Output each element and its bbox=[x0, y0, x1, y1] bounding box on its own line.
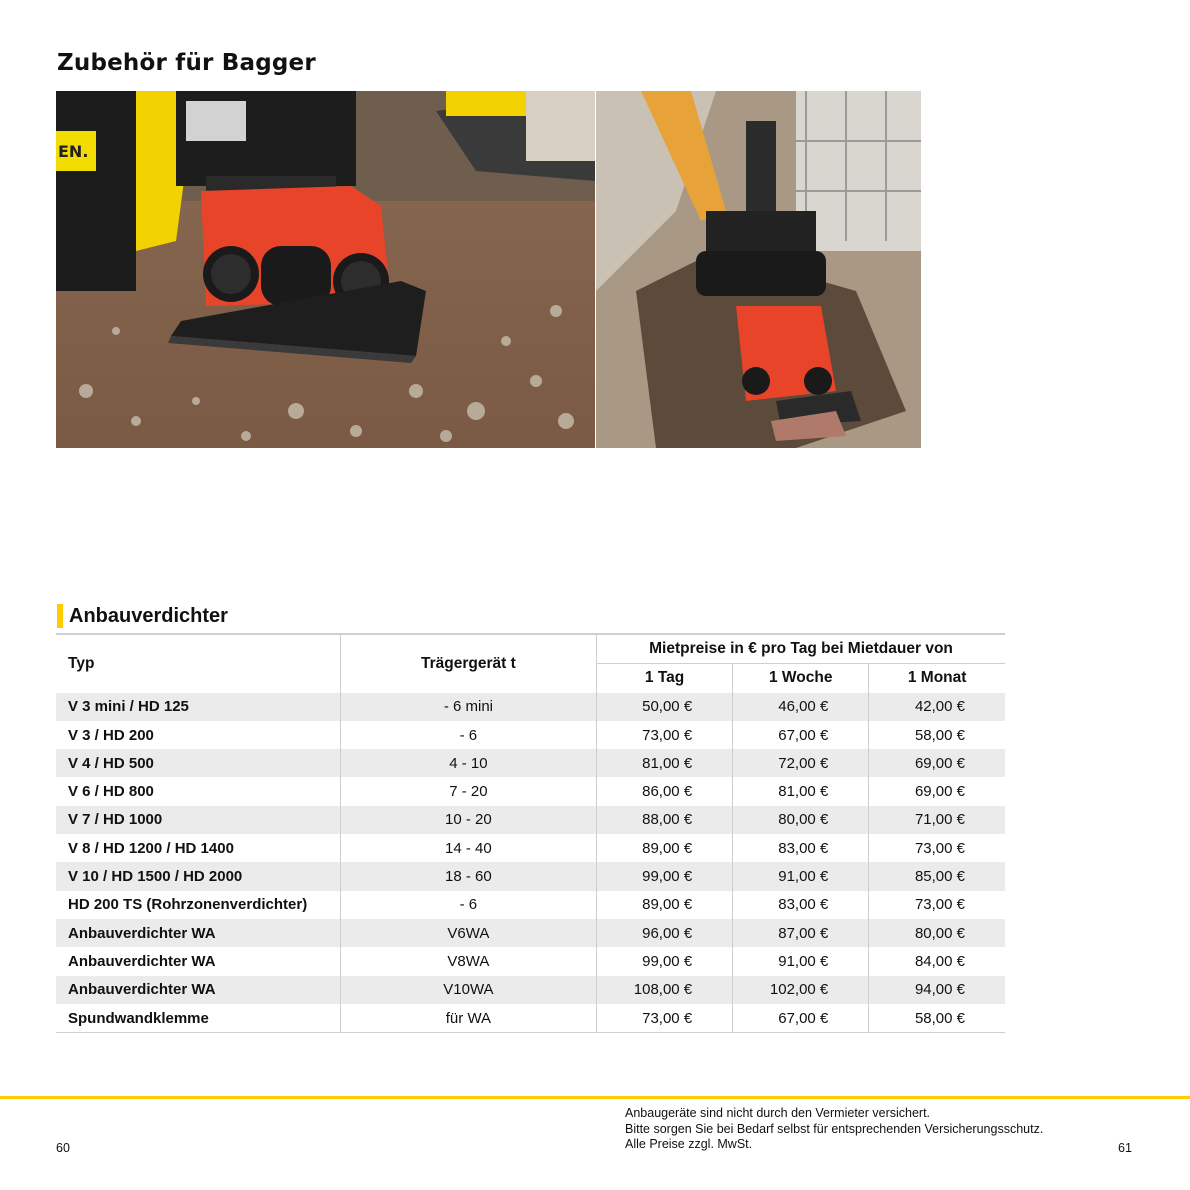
cell-price-1-tag: 99,00 € bbox=[597, 947, 733, 975]
trench-compactor-illustration bbox=[596, 91, 921, 448]
cell-traeger: - 6 bbox=[340, 721, 596, 749]
cell-price-1-tag: 81,00 € bbox=[597, 749, 733, 777]
header-rental-prices: Mietpreise in € pro Tag bei Mietdauer von bbox=[597, 634, 1005, 664]
header-traegergeraet: Trägergerät t bbox=[340, 634, 596, 693]
table-row bbox=[56, 862, 1005, 890]
cell-typ: V 10 / HD 1500 / HD 2000 bbox=[56, 862, 340, 890]
footer-note-coverage: Bitte sorgen Sie bei Bedarf selbst für entsprechenden Versicherungsschutz. bbox=[625, 1121, 1044, 1136]
cell-price-1-monat: 58,00 € bbox=[914, 726, 965, 744]
table-row bbox=[56, 891, 1005, 919]
cell-price-1-woche: 83,00 € bbox=[733, 834, 869, 862]
table-row bbox=[56, 834, 1005, 862]
header-typ: Typ bbox=[56, 634, 340, 693]
cell-traeger: für WA bbox=[340, 1004, 596, 1033]
cell-price-1-tag: 89,00 € bbox=[597, 891, 733, 919]
cell-price-1-woche: 46,00 € bbox=[733, 693, 869, 721]
cell-price-1-tag: 86,00 € bbox=[597, 777, 733, 805]
cell-typ: V 3 / HD 200 bbox=[56, 721, 340, 749]
table-row bbox=[56, 919, 1005, 947]
cell-price-1-tag: 73,00 € bbox=[597, 721, 733, 749]
cell-price-1-monat: 85,00 € bbox=[869, 862, 1005, 890]
cell-traeger: 7 - 20 bbox=[340, 777, 596, 805]
cell-traeger: 4 - 10 bbox=[340, 749, 596, 777]
cell-price-1-monat: 58,00 € bbox=[869, 1004, 1005, 1033]
cell-price-1-tag: 108,00 € bbox=[597, 976, 733, 1004]
plate-compactor-illustration bbox=[56, 91, 595, 448]
table-row bbox=[56, 976, 1005, 1004]
table-row bbox=[56, 749, 1005, 777]
cell-traeger: 10 - 20 bbox=[340, 806, 596, 834]
photo-compactor-trench bbox=[596, 91, 921, 448]
section-title: Anbauverdichter bbox=[69, 604, 228, 627]
cell-traeger: 18 - 60 bbox=[340, 862, 596, 890]
cell-price-1-woche: 67,00 € bbox=[733, 721, 869, 749]
cell-price-1-tag: 88,00 € bbox=[597, 806, 733, 834]
cell-typ: V 3 mini / HD 125 bbox=[56, 693, 340, 721]
cell-price-1-woche: 102,00 € bbox=[733, 976, 869, 1004]
cell-traeger: V10WA bbox=[340, 976, 596, 1004]
cell-price-1-tag: 50,00 € bbox=[597, 693, 733, 721]
cell-price-1-monat: 73,00 € bbox=[914, 839, 965, 857]
cell-price-1-tag: 99,00 € bbox=[597, 862, 733, 890]
table-body bbox=[56, 693, 1005, 1033]
table-row bbox=[56, 693, 1005, 721]
cell-price-1-monat: 42,00 € bbox=[869, 693, 1005, 721]
cell-typ: Anbauverdichter WA bbox=[56, 976, 340, 1004]
cell-traeger: V8WA bbox=[340, 947, 596, 975]
cell-price-1-monat: 71,00 € bbox=[869, 806, 1005, 834]
cell-price-1-tag: 73,00 € bbox=[597, 1004, 733, 1033]
cell-price-1-monat: 94,00 € bbox=[869, 976, 1005, 1004]
cell-price-1-monat: 73,00 € bbox=[914, 896, 965, 914]
cell-typ: V 6 / HD 800 bbox=[56, 777, 340, 805]
header-1-monat: 1 Monat bbox=[907, 669, 967, 687]
table-row bbox=[56, 806, 1005, 834]
footer-notes bbox=[625, 1106, 1043, 1153]
cell-price-1-woche: 80,00 € bbox=[733, 806, 869, 834]
cell-price-1-tag: 96,00 € bbox=[597, 919, 733, 947]
page-number-left: 60 bbox=[56, 1141, 70, 1155]
cell-price-1-monat: 69,00 € bbox=[869, 749, 1005, 777]
footer-note-vat: Alle Preise zzgl. MwSt. bbox=[625, 1137, 753, 1151]
cell-traeger: 14 - 40 bbox=[340, 834, 596, 862]
cell-typ: Anbauverdichter WA bbox=[56, 947, 340, 975]
table-row bbox=[56, 777, 1005, 805]
cell-typ: V 7 / HD 1000 bbox=[56, 806, 340, 834]
photo-plate-compactor-gravel bbox=[56, 91, 595, 448]
cell-typ: Anbauverdichter WA bbox=[56, 919, 340, 947]
cell-price-1-woche: 72,00 € bbox=[733, 749, 869, 777]
table-row bbox=[56, 721, 1005, 749]
sign-text: EN. bbox=[58, 142, 89, 161]
cell-price-1-woche: 81,00 € bbox=[733, 777, 869, 805]
cell-price-1-monat: 80,00 € bbox=[869, 919, 1005, 947]
cell-typ: HD 200 TS (Rohrzonenverdichter) bbox=[56, 891, 340, 919]
page-number-right: 61 bbox=[1118, 1141, 1132, 1155]
cell-price-1-woche: 67,00 € bbox=[733, 1004, 869, 1033]
cell-price-1-tag: 89,00 € bbox=[597, 834, 733, 862]
footer-note-insurance: Anbaugeräte sind nicht durch den Vermieter versichert. bbox=[625, 1106, 931, 1120]
rental-price-table bbox=[56, 633, 1005, 1033]
header-1-tag: 1 Tag bbox=[597, 664, 733, 693]
cell-price-1-monat: 69,00 € bbox=[914, 783, 965, 801]
table-row bbox=[56, 1004, 1005, 1033]
cell-typ: V 4 / HD 500 bbox=[56, 749, 340, 777]
cell-typ: Spundwandklemme bbox=[56, 1004, 340, 1033]
cell-price-1-woche: 83,00 € bbox=[733, 891, 869, 919]
cell-price-1-woche: 91,00 € bbox=[733, 862, 869, 890]
footer-rule bbox=[0, 1096, 1190, 1099]
accent-bar bbox=[57, 604, 63, 628]
header-1-woche: 1 Woche bbox=[733, 664, 869, 693]
cell-traeger: - 6 bbox=[340, 891, 596, 919]
table-row bbox=[56, 947, 1005, 975]
cell-price-1-monat: 84,00 € bbox=[914, 952, 965, 970]
cell-typ: V 8 / HD 1200 / HD 1400 bbox=[56, 834, 340, 862]
cell-price-1-woche: 91,00 € bbox=[733, 947, 869, 975]
cell-traeger: - 6 mini bbox=[340, 693, 596, 721]
section-heading bbox=[57, 603, 228, 629]
cell-price-1-woche: 87,00 € bbox=[733, 919, 869, 947]
page-title: Zubehör für Bagger bbox=[57, 50, 316, 76]
cell-traeger: V6WA bbox=[340, 919, 596, 947]
